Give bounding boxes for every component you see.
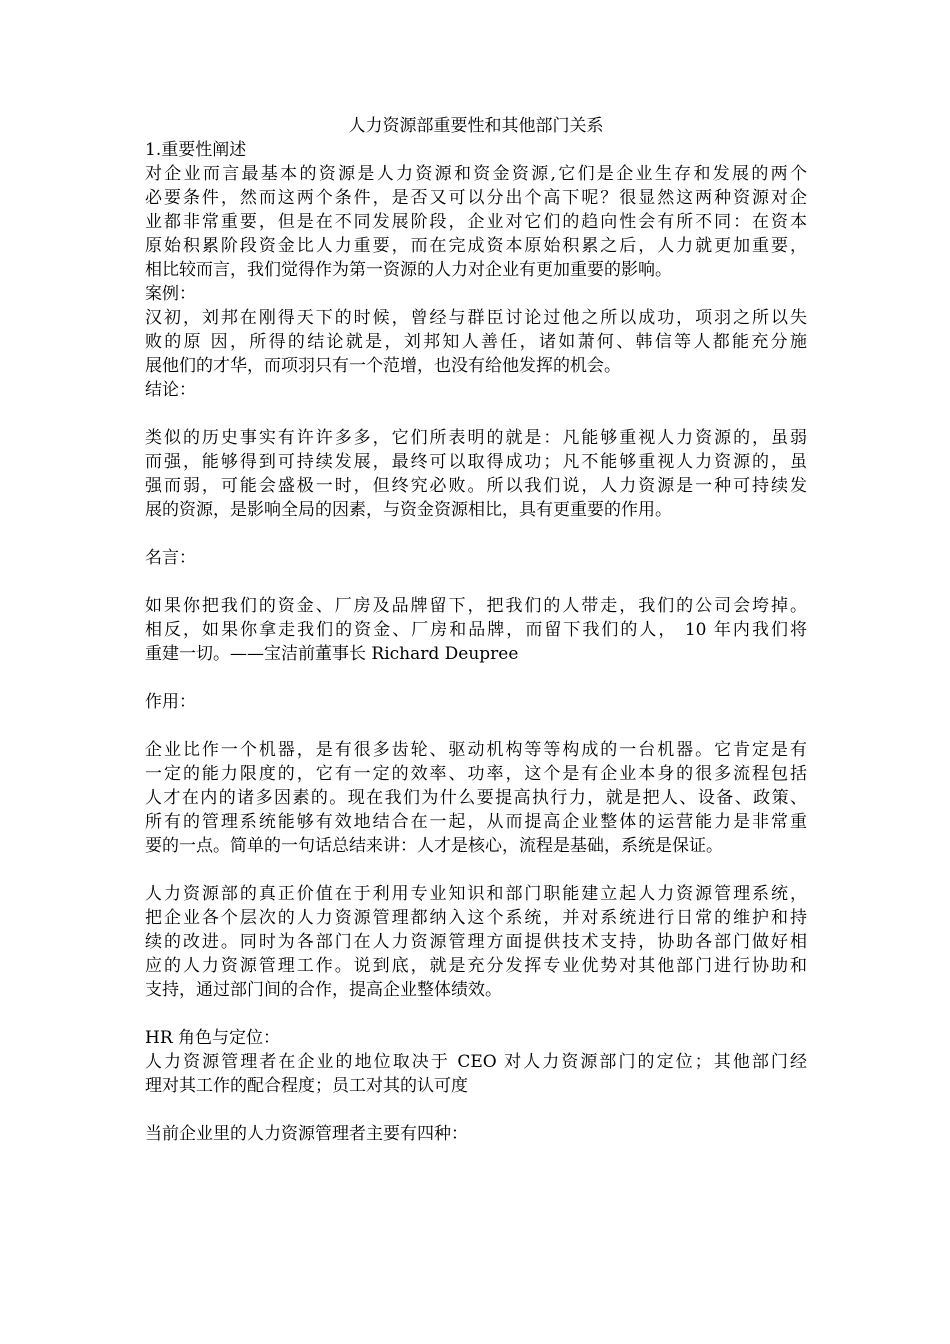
intro-line: 必要条件，然而这两个条件，是否又可以分出个高下呢？很显然这两种资源对企 xyxy=(145,188,807,208)
conclusion-line: 展的资源，是影响全局的因素，与资金资源相比，具有更重要的作用。 xyxy=(145,500,672,520)
blank-line xyxy=(145,522,807,546)
role-line: 企业比作一个机器，是有很多齿轮、驱动机构等等构成的一台机器。它肯定是有 xyxy=(145,740,807,760)
blank-line xyxy=(145,402,807,426)
document-body xyxy=(145,114,807,1146)
value-line: 应的人力资源管理工作。说到底，就是充分发挥专业优势对其他部门进行协助和 xyxy=(145,956,807,976)
role-label: 作用： xyxy=(145,692,196,712)
value-line: 把企业各个层次的人力资源管理都纳入这个系统，并对系统进行日常的维护和持 xyxy=(145,908,807,928)
role-line: 人才在内的诸多因素的。现在我们为什么要提高执行力，就是把人、设备、政策、 xyxy=(145,788,807,808)
blank-line xyxy=(145,666,807,690)
blank-line xyxy=(145,714,807,738)
hr-line: 理对其工作的配合程度；员工对其的认可度 xyxy=(145,1076,468,1096)
closing-line: 当前企业里的人力资源管理者主要有四种： xyxy=(145,1124,468,1144)
intro-line: 原始积累阶段资金比人力重要，而在完成资本原始积累之后，人力就更加重要， xyxy=(145,236,807,256)
value-line: 支持，通过部门间的合作，提高企业整体绩效。 xyxy=(145,980,502,1000)
intro-line: 相比较而言，我们觉得作为第一资源的人力对企业有更加重要的影响。 xyxy=(145,260,672,280)
role-line: 要的一点。简单的一句话总结来讲：人才是核心，流程是基础，系统是保证。 xyxy=(145,836,723,856)
case-label: 案例： xyxy=(145,284,196,304)
role-line: 所有的管理系统能够有效地结合在一起，从而提高企业整体的运营能力是非常重 xyxy=(145,812,807,832)
case-line: 败的原 因，所得的结论就是，刘邦知人善任，诸如萧何、韩信等人都能充分施 xyxy=(145,332,807,352)
blank-line xyxy=(145,1098,807,1122)
section-heading: 1.重要性阐述 xyxy=(145,140,247,160)
conclusion-line: 类似的历史事实有许许多多，它们所表明的就是：凡能够重视人力资源的，虽弱 xyxy=(145,428,807,448)
conclusion-label: 结论： xyxy=(145,380,196,400)
blank-line xyxy=(145,858,807,882)
role-line: 一定的能力限度的，它有一定的效率、功率，这个是有企业本身的很多流程包括 xyxy=(145,764,807,784)
intro-line: 对企业而言最基本的资源是人力资源和资金资源,它们是企业生存和发展的两个 xyxy=(145,164,807,184)
quote-line: 重建一切。——宝洁前董事长 Richard Deupree xyxy=(145,644,519,664)
case-line: 展他们的才华，而项羽只有一个范增，也没有给他发挥的机会。 xyxy=(145,356,621,376)
conclusion-line: 强而弱，可能会盛极一时，但终究必败。所以我们说，人力资源是一种可持续发 xyxy=(145,476,807,496)
hr-line: 人力资源管理者在企业的地位取决于 CEO 对人力资源部门的定位；其他部门经 xyxy=(145,1052,807,1072)
conclusion-line: 而强，能够得到可持续发展，最终可以取得成功；凡不能够重视人力资源的，虽 xyxy=(145,452,807,472)
case-line: 汉初，刘邦在刚得天下的时候，曾经与群臣讨论过他之所以成功，项羽之所以失 xyxy=(145,308,807,328)
blank-line xyxy=(145,570,807,594)
quote-line: 如果你把我们的资金、厂房及品牌留下，把我们的人带走，我们的公司会垮掉。 xyxy=(145,596,807,616)
quote-label: 名言： xyxy=(145,548,196,568)
value-line: 续的改进。同时为各部门在人力资源管理方面提供技术支持，协助各部门做好相 xyxy=(145,932,807,952)
hr-label: HR 角色与定位： xyxy=(145,1028,281,1048)
document-title: 人力资源部重要性和其他部门关系 xyxy=(348,116,604,136)
value-line: 人力资源部的真正价值在于利用专业知识和部门职能建立起人力资源管理系统， xyxy=(145,884,807,904)
quote-line: 相反，如果你拿走我们的资金、厂房和品牌，而留下我们的人， 10 年内我们将 xyxy=(145,620,807,640)
intro-line: 业都非常重要，但是在不同发展阶段，企业对它们的趋向性会有所不同：在资本 xyxy=(145,212,807,232)
blank-line xyxy=(145,1002,807,1026)
